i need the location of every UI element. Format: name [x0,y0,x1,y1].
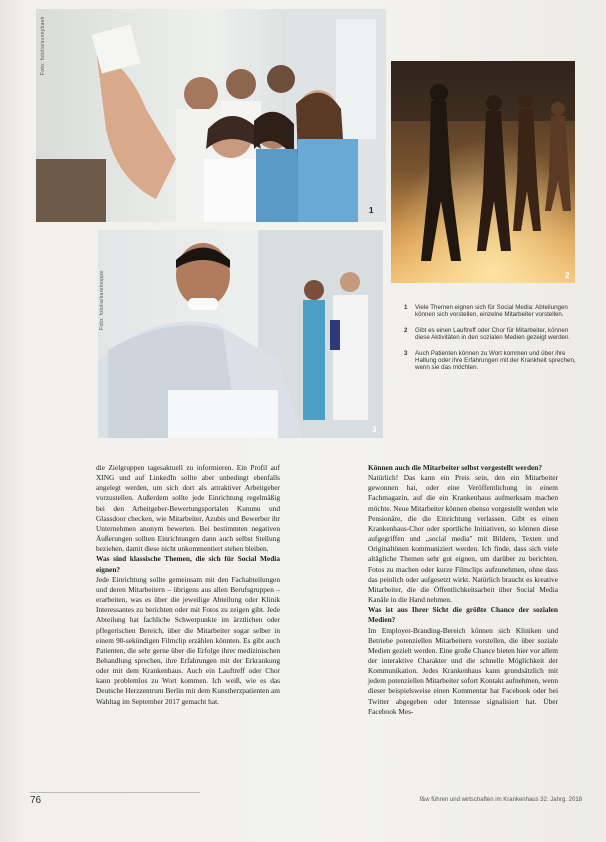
caption-2 [404,327,584,342]
footer-source: f&w führen und wirtschaften im Krankenhaus 32. Jahrg. 2018 [419,797,582,803]
interview-question: Was sind klassische Themen, die sich für Social Media eignen? [96,554,280,574]
photo-number-1: 1 [369,206,374,215]
caption-text: Auch Patienten können zu Wort kommen und über ihre Haltung oder ihre Erfahrungen mit der Krankheit sprechen, wenn sie das möchten. [415,349,576,372]
caption-text: Viele Themen eignen sich für Social Media: Abteilungen können sich vorstellen, einzelne Mitarbeiter vorstellen. [415,304,568,319]
body-paragraph: Natürlich! Das kann ein Preis sein, den ein Mitarbeiter gewonnen hat, oder eine Veröffentlichung in einem Fachmagazin, auf die ein Krankenhaus aufmerksam machen möchte. Neue Mitarbeiter können ebenso vorgestellt werden wie Pensionäre, die die Einrichtung verlassen. Gibt es einen Krankenhaus-Chor oder sportliche Initiativen, so können diese aufgegriffen und „social media" mit Bildern, Texten und Originaltönen kommuniziert werden. Ich finde, dass sich viele altägliche Themen sehr gut eignen, um darüber zu berichten. Fotos zu machen oder kurze Filmclips aufzunehmen, ohne dass das peinlich oder aufgesetzt wirkt. Natürlich braucht es kreative Mitarbeiter, die die Öffentlichkeitsarbeit über Social Media Kanäle in die Hand nehmen. [368,473,558,605]
photo-staff-selfie [36,9,386,222]
page-number: 76 [30,795,42,806]
body-paragraph: Im Employer-Branding-Bereich können sich Kliniken und Betriebe potenziellen Mitarbeitern vorstellen, die über soziale Medien gezielt werden. Eine große Chance bieten hier vor allem der interaktive Charakter und die schnelle Möglichkeit der Kommunikation. Jedes Krankenhaus kann grundsätzlich mit jedem potenziellen Mitarbeiter sofort Kontakt aufnehmen, wenn dieser beispielsweise einen Kommentar hat Facebook oder bei Twitter abgegeben oder Interesse signalisiert hat. Über Facebook Mes- [368,625,558,716]
photo-number-3: 3 [372,425,377,434]
interview-question: Können auch die Mitarbeiter selbst vorgestellt werden? [368,463,543,472]
caption-number: 1 [404,304,408,311]
caption-number: 2 [404,326,408,334]
photo-running-group [391,61,575,283]
photo-number-2: 2 [565,271,570,280]
body-paragraph: die Zielgruppen tagesaktuell zu informieren. Ein Profil auf XING und auf LinkedIn sollte aber unbedingt ebenfalls angelegt werden, um sich dort als attraktiver Arbeitgeber vorzustellen. Außerdem sollte jede Einrichtung regelmäßig bei den Arbeitgeber-Bewertungsportalen Kununu und Glassdoor checken, wie Mitarbeiter, Azubis und Bewerber ihr Unternehmen anonym bewerten. Bei bestimmten negativen Äußerungen sollten Einrichtungen dann auch selbst Stellung beziehen, damit diese nicht unkommentiert stehen bleiben. [96,463,280,554]
body-paragraph: Jede Einrichtung sollte gemeinsam mit den Fachabteilungen und deren Mitarbeitern – übrigens aus allen Berufsgruppen – erarbeiten, was es über die jeweilige Abteilung oder Klinik Interessantes zu berichten oder mit Fotos zu zeigen gibt. Jede Abteilung hat fachliche Schwerpunkte im ärztlichen oder pflegerischen Bereich, über die Mitarbeiter sogar selber in einem 90-sekündigen Filmclip erzählen könnten. Es gibt auch Patienten, die sehr gerne über die Erfolge ihrer medizinischen Behandlung sprechen, ihre Erfahrungen mit der Erkrankung oder mit dem Krankenhaus. Auch ein Lauftreff oder Chor kann problemlos zu Wort kommen. Ich weiß, wie es das Deutsche Herzzentrum Berlin mit dem Kunstherzpatienten am Wahltag im September 2017 gemacht hat. [96,574,280,706]
caption-3 [404,350,584,372]
photo-captions [404,304,584,380]
caption-number: 3 [404,349,408,357]
photo-credit-3: Foto: fotolia/karelnoppe [99,270,105,330]
interview-question: Was ist aus Ihrer Sicht die größte Chance der sozialen Medien? [368,605,558,625]
photo-credit-1: Foto: fotolia/sunnybaek [40,16,46,75]
photo-patient [98,230,383,438]
caption-1 [404,304,584,319]
footer-rule [30,792,200,793]
text-column-left [96,463,280,707]
caption-text: Gibt es einen Lauftreff oder Chor für Mitarbeiter, können diese Aktivitäten in den sozialen Medien gezeigt werden. [415,326,571,342]
text-column-right [368,463,558,717]
